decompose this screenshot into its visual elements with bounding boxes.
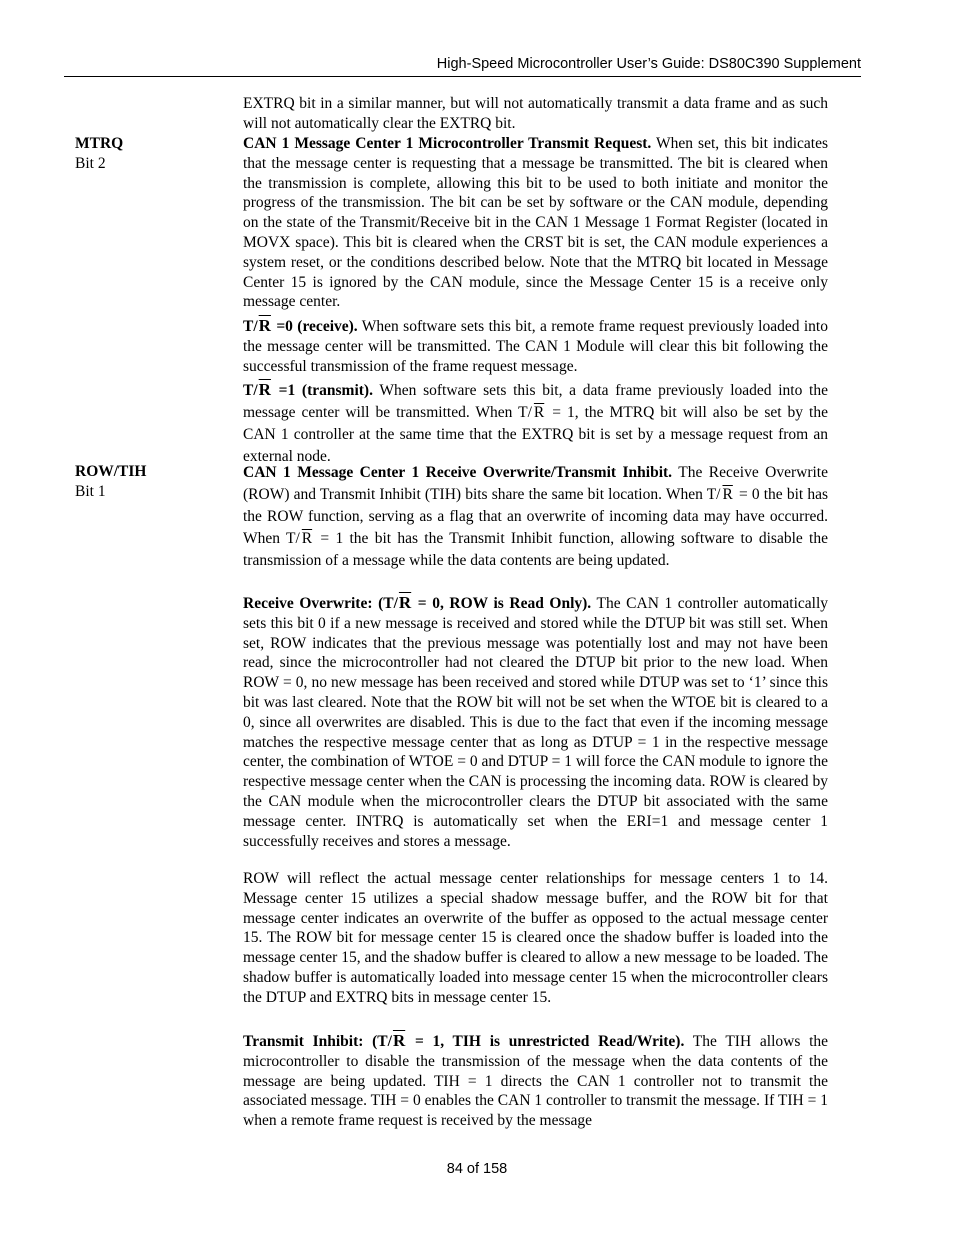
row-shadow-paragraph: ROW will reflect the actual message center relationships for message centers 1 to 14. Message center 15 utilizes a special shadow message buffer, and the ROW bit for that message center indicates an overwrite of the buffer as opposed to the actual message center 15. The ROW bit for message center 15 is cleared once the shadow buffer is loaded into the message center 15, and the shadow buffer is cleared to allow a new message to be loaded. The shadow buffer is automatically loaded into message center 15 when the microcontroller clears the DTUP and EXTRQ bits in message center 15. <box>243 870 828 1006</box>
rowtih-description <box>243 462 828 572</box>
mtrq-receive-head-post: =0 (receive). <box>271 318 358 335</box>
rowtih-body-2: = 0 the bit has the ROW function, serving as a flag that an overwrite of incoming data may have occurred. When T/ <box>243 486 829 547</box>
rowtih-body-1: The Receive Overwrite (ROW) and Transmit Inhibit (TIH) bits share the same bit location. When T/ <box>243 464 828 503</box>
rowtih-bit: Bit 1 <box>75 482 106 500</box>
ti-body: The TIH allows the microcontroller to disable the transmission of the message when the data contents of the message are being updated. TIH = 1 directs the CAN 1 controller not to transmit the associated message. TIH = 0 enables the CAN 1 controller to transmit the message. If TIH = 1 when a remote frame request is received by the message <box>243 1033 828 1130</box>
receive-overwrite-paragraph <box>243 593 828 851</box>
ro-body: The CAN 1 controller automatically sets this bit 0 if a new message is received and stored while the DTUP bit was still set. When set, ROW indicates that the previous message was potentially lost and may not have been read, since the microcontroller had not cleared the DTUP bit prior to the new load. When ROW = 0, no new message has been received and stored while DTUP was set to ‘1’ since this bit was last cleared. Note that the ROW bit will not be set when the WTOE bit is cleared to a 0, since all overwrites are disabled. This is due to the fact that even if the incoming message matches the respective message center that as long as DTUP = 1 in the respective message center, the combination of WTOE = 0 and DTUP = 1 will force the CAN module to ignore the respective message center when the CAN is processing the incoming data. ROW is cleared by the CAN module when the microcontroller clears the DTUP bit associated with the same message center. INTRQ is automatically set when the ERI=1 and message center 1 successfully receives and stores a message. <box>243 595 828 850</box>
mtrq-description <box>243 134 828 312</box>
mtrq-bit: Bit 2 <box>75 154 106 172</box>
transmit-inhibit-paragraph <box>243 1031 828 1131</box>
rowtih-label <box>75 462 146 502</box>
mtrq-transmit-head-pre: T/ <box>243 382 258 399</box>
rowtih-body-r1: $\overline{R}$ <box>722 486 733 503</box>
mtrq-transmit-paragraph <box>243 379 828 468</box>
header-rule <box>64 76 861 77</box>
mtrq-receive-head-pre: T/ <box>243 318 258 335</box>
ti-head-pre: Transmit Inhibit: (T/ <box>243 1033 392 1050</box>
ro-head-pre: Receive Overwrite: (T/ <box>243 595 398 612</box>
page-number: 84 of 158 <box>446 1161 508 1177</box>
rowtih-name: ROW/TIH <box>75 463 147 480</box>
mtrq-receive-body: When software sets this bit, a remote frame request previously loaded into the message center will be transmitted. The CAN 1 Module will clear this bit following the successful transmission of the frame request message. <box>243 318 828 375</box>
mtrq-transmit-head-r: $\overline{R}$ <box>258 380 271 399</box>
ro-head-post: = 0, ROW is Read Only). <box>412 595 592 612</box>
mtrq-transmit-body-2: = 1, the MTRQ bit will also be set by the CAN 1 controller at the same time that the EXTRQ bit is set by a message request from an external node. <box>243 404 828 465</box>
ro-head-r: $\overline{R}$ <box>398 593 412 612</box>
rowtih-body-r2: $\overline{R}$ <box>301 530 313 547</box>
mtrq-name: MTRQ <box>75 135 124 152</box>
mtrq-transmit-head-post: =1 (transmit). <box>271 382 373 399</box>
mtrq-receive-head-r: $\overline{R}$ <box>258 316 271 335</box>
ti-head-r: $\overline{R}$ <box>392 1031 406 1050</box>
mtrq-label <box>75 134 123 174</box>
rowtih-body-3: = 1 the bit has the Transmit Inhibit function, allowing software to disable the transmission of a message while the data contents are being updated. <box>243 530 828 569</box>
page-header: High-Speed Microcontroller User’s Guide: DS80C390 Supplement <box>436 56 861 72</box>
mtrq-title: CAN 1 Message Center 1 Microcontroller Transmit Request. <box>243 135 652 152</box>
mtrq-transmit-body-1: When software sets this bit, a data frame previously loaded into the message center will be transmitted. When T/ <box>243 382 828 421</box>
extrq-continuation: EXTRQ bit in a similar manner, but will not automatically transmit a data frame and as such will not automatically clear the EXTRQ bit. <box>243 95 828 132</box>
ti-head-post: = 1, TIH is unrestricted Read/Write). <box>406 1033 685 1050</box>
mtrq-body: When set, this bit indicates that the message center is requesting that a message be transmitted. The bit is cleared when the transmission is complete, allowing this bit to be used to both initiate and monitor the progress of the transmission. The bit can be set by software or the CAN module, depending on the state of the Transmit/Receive bit in the CAN 1 Message 1 Format Register (located in MOVX space). This bit is cleared when the CRST bit is set, the CAN module experiences a system reset, or the conditions described below. Note that the MTRQ bit located in Message Center 15 is ignored by the CAN module, since the Message Center 15 is a receive only message center. <box>243 135 829 311</box>
mtrq-transmit-body-r: $\overline{R}$ <box>533 404 545 421</box>
rowtih-title: CAN 1 Message Center 1 Receive Overwrite/Transmit Inhibit. <box>243 464 673 481</box>
mtrq-receive-paragraph <box>243 316 828 376</box>
